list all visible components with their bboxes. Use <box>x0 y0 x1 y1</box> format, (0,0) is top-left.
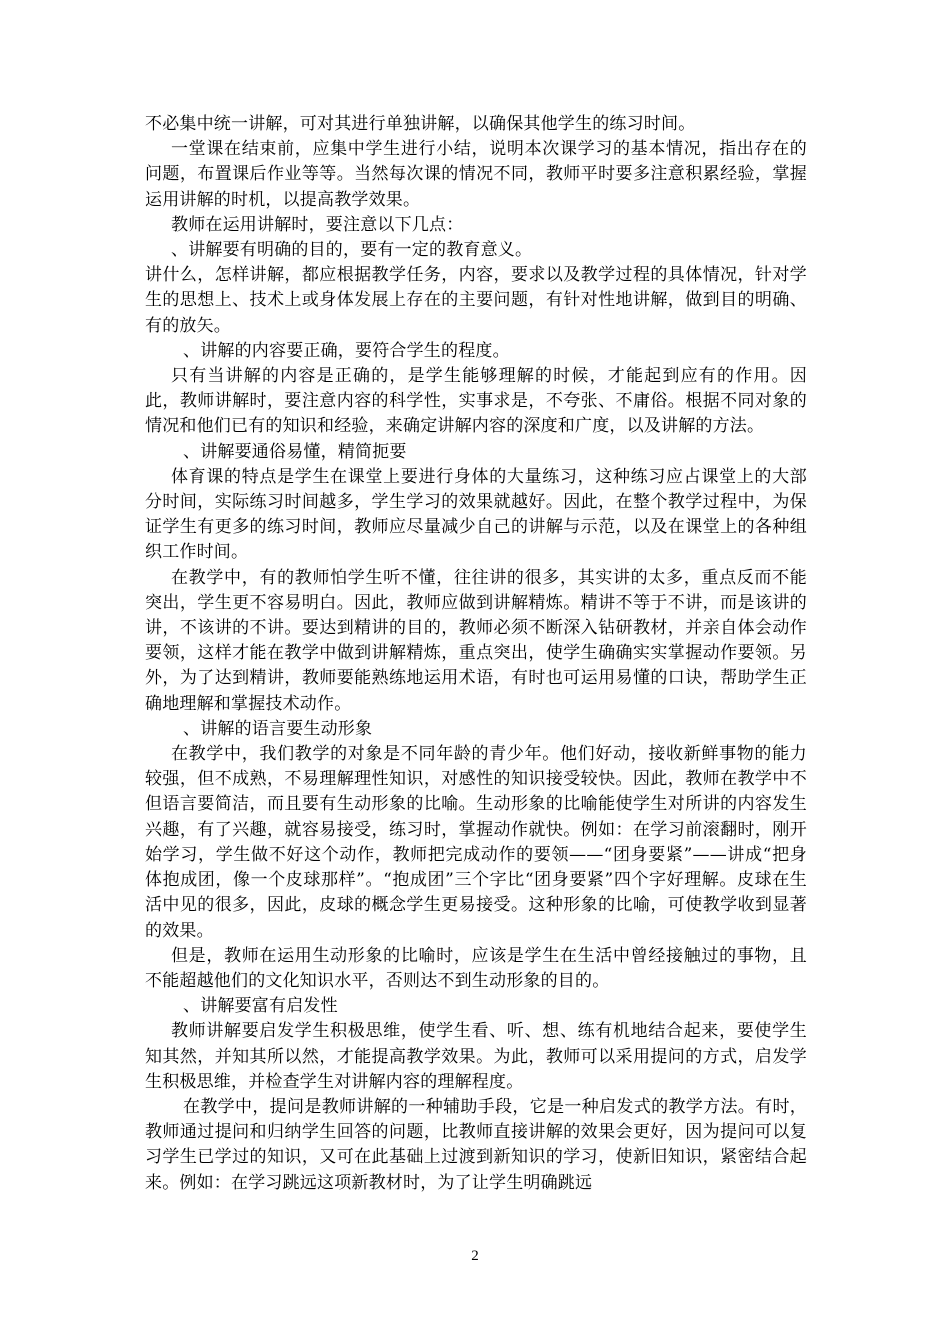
heading-point-concise: 、讲解要通俗易懂，精简扼要 <box>183 441 407 462</box>
paragraph-continuation: 不必集中统一讲解，可对其进行单独讲解，以确保其他学生的练习时间。 <box>145 114 696 134</box>
heading-point-vivid: 、讲解的语言要生动形象 <box>183 718 373 739</box>
paragraph-vivid-body-1: 在教学中，我们教学的对象是不同年龄的青少年。他们好动，接收新鲜事物的能力较强，但不成熟，不易理解理性知识，对感性的知识接受较快。因此，教师在教学中不但语言要简洁，而且要有生动形象的比喻。生动形象的比喻能使学生对所讲的内容发生兴趣，有了兴趣，就容易接受，练习时，掌握动作就快。例如：在学习前滚翻时，刚开始学习，学生做不好这个动作，教师把完成动作的要领——“团身要紧”——讲成“把身体抱成团，像一个皮球那样”。“抱成团”三个字比“团身要紧”四个字好理解。皮球在生活中见的很多，因此，皮球的概念学生更易接受。这种形象的比喻，可使教学收到显著的效果。 <box>145 744 807 941</box>
paragraph-class-summary: 一堂课在结束前，应集中学生进行小结，说明本次课学习的基本情况，指出存在的问题，布置课后作业等等。当然每次课的情况不同，教师平时要多注意积累经验，掌握运用讲解的时机，以提高教学效果。 <box>145 139 807 210</box>
heading-point-inspiring: 、讲解要富有启发性 <box>183 996 338 1017</box>
document-body <box>145 112 807 1196</box>
paragraph-vivid-body-2: 但是，教师在运用生动形象的比喻时，应该是学生在生活中曾经接触过的事物，且不能超越他们的文化知识水平，否则达不到生动形象的目的。 <box>145 945 807 991</box>
paragraph-points-intro: 教师在运用讲解时，要注意以下几点： <box>171 214 464 235</box>
paragraph-purpose-body: 讲什么，怎样讲解，都应根据教学任务，内容，要求以及教学过程的具体情况，针对学生的思想上、技术上或身体发展上存在的主要问题，有针对性地讲解，做到目的明确、有的放矢。 <box>145 265 807 336</box>
heading-point-purpose: 、讲解要有明确的目的，要有一定的教育意义。 <box>171 240 533 261</box>
paragraph-concise-body-1: 体育课的特点是学生在课堂上要进行身体的大量练习，这种练习应占课堂上的大部分时间，实际练习时间越多，学生学习的效果就越好。因此，在整个教学过程中，为保证学生有更多的练习时间，教师应尽量减少自己的讲解与示范，以及在课堂上的各种组织工作时间。 <box>145 466 807 563</box>
paragraph-concise-body-2: 在教学中，有的教师怕学生听不懂，往往讲的很多，其实讲的太多，重点反而不能突出，学生更不容易明白。因此，教师应做到讲解精炼。精讲不等于不讲，而是该讲的讲，不该讲的不讲。要达到精讲的目的，教师必须不断深入钻研教材，并亲自体会动作要领，这样才能在教学中做到讲解精炼，重点突出，使学生确确实实掌握动作要领。另外，为了达到精讲，教师要能熟练地运用术语，有时也可运用易懂的口诀，帮助学生正确地理解和掌握技术动作。 <box>145 567 807 714</box>
heading-point-content: 、讲解的内容要正确，要符合学生的程度。 <box>183 340 510 361</box>
page-number: 2 <box>471 1248 479 1264</box>
paragraph-inspiring-body-1: 教师讲解要启发学生积极思维，使学生看、听、想、练有机地结合起来，要使学生知其然，并知其所以然，才能提高教学效果。为此，教师可以采用提问的方式，启发学生积极思维，并检查学生对讲解内容的理解程度。 <box>145 1021 807 1092</box>
paragraph-inspiring-body-2: 在教学中，提问是教师讲解的一种辅助手段，它是一种启发式的教学方法。有时，教师通过提问和归纳学生回答的问题，比教师直接讲解的效果会更好，因为提问可以复习学生已学过的知识，又可在此基础上过渡到新知识的学习，使新旧知识，紧密结合起来。例如：在学习跳远这项新教材时，为了让学生明确跳远 <box>145 1096 807 1193</box>
paragraph-content-body: 只有当讲解的内容是正确的，是学生能够理解的时候，才能起到应有的作用。因此，教师讲解时，要注意内容的科学性，实事求是，不夸张、不庸俗。根据不同对象的情况和他们已有的知识和经验，来确定讲解内容的深度和广度，以及讲解的方法。 <box>145 366 807 437</box>
